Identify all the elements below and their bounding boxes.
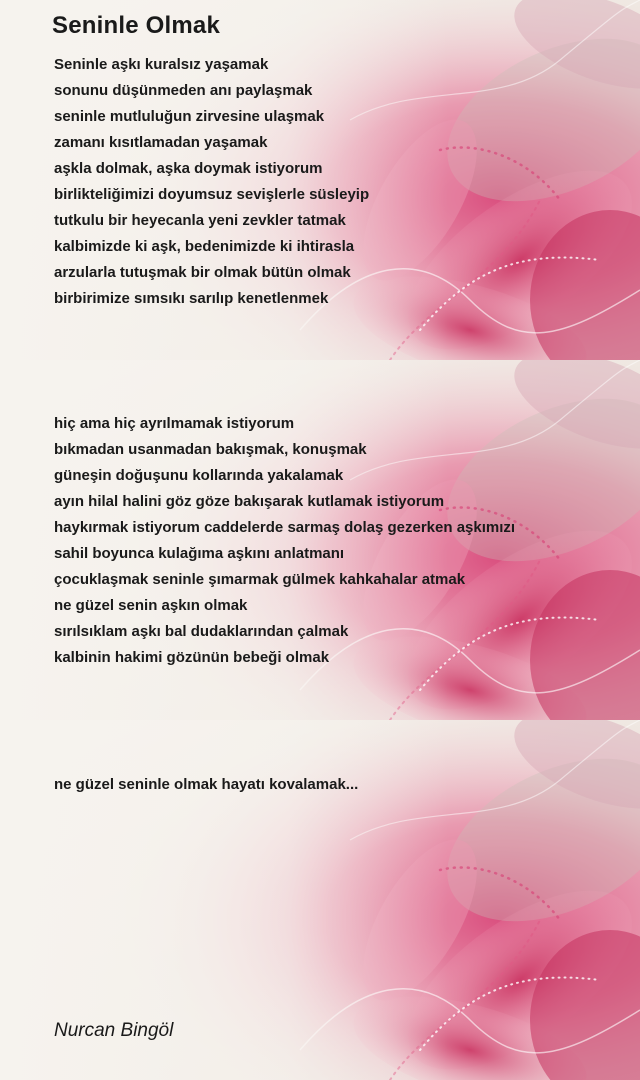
poem-stanza-2 bbox=[54, 411, 515, 671]
poem-line: hiç ama hiç ayrılmamak istiyorum bbox=[54, 415, 295, 432]
poem-line: birlikteliğimizi doyumsuz sevişlerle süsleyip bbox=[54, 186, 370, 203]
poem-author: Nurcan Bingöl bbox=[54, 1020, 174, 1041]
poem-line: kalbimizde ki aşk, bedenimizde ki ihtirasla bbox=[54, 238, 355, 255]
poem-line: sırılsıklam aşkı bal dudaklarından çalmak bbox=[54, 623, 349, 640]
poem-line: zamanı kısıtlamadan yaşamak bbox=[54, 134, 268, 151]
poem-line: çocuklaşmak seninle şımarmak gülmek kahkahalar atmak bbox=[54, 571, 466, 588]
poem-line: kalbinin hakimi gözünün bebeği olmak bbox=[54, 649, 330, 666]
poem-line: tutkulu bir heyecanla yeni zevkler tatmak bbox=[54, 212, 346, 229]
poem-line: aşkla dolmak, aşka doymak istiyorum bbox=[54, 160, 323, 177]
poem-line: güneşin doğuşunu kollarında yakalamak bbox=[54, 467, 344, 484]
poem-stanza-3 bbox=[54, 772, 358, 798]
poem-line: ayın hilal halini göz göze bakışarak kutlamak istiyorum bbox=[54, 493, 445, 510]
poem-line: Seninle aşkı kuralsız yaşamak bbox=[54, 56, 269, 73]
poem-line: sonunu düşünmeden anı paylaşmak bbox=[54, 82, 313, 99]
poem-line: bıkmadan usanmadan bakışmak, konuşmak bbox=[54, 441, 367, 458]
poem-line: arzularla tutuşmak bir olmak bütün olmak bbox=[54, 264, 351, 281]
poem-line: haykırmak istiyorum caddelerde sarmaş dolaş gezerken aşkımızı bbox=[54, 519, 516, 536]
poem-line: ne güzel seninle olmak hayatı kovalamak... bbox=[54, 776, 359, 793]
poem-stanza-1 bbox=[54, 52, 369, 312]
poem-line: seninle mutluluğun zirvesine ulaşmak bbox=[54, 108, 325, 125]
poem-title: Seninle Olmak bbox=[52, 12, 220, 39]
poem-line: ne güzel senin aşkın olmak bbox=[54, 597, 248, 614]
poem-line: sahil boyunca kulağıma aşkını anlatmanı bbox=[54, 545, 345, 562]
poem-line: birbirimize sımsıkı sarılıp kenetlenmek bbox=[54, 290, 329, 307]
